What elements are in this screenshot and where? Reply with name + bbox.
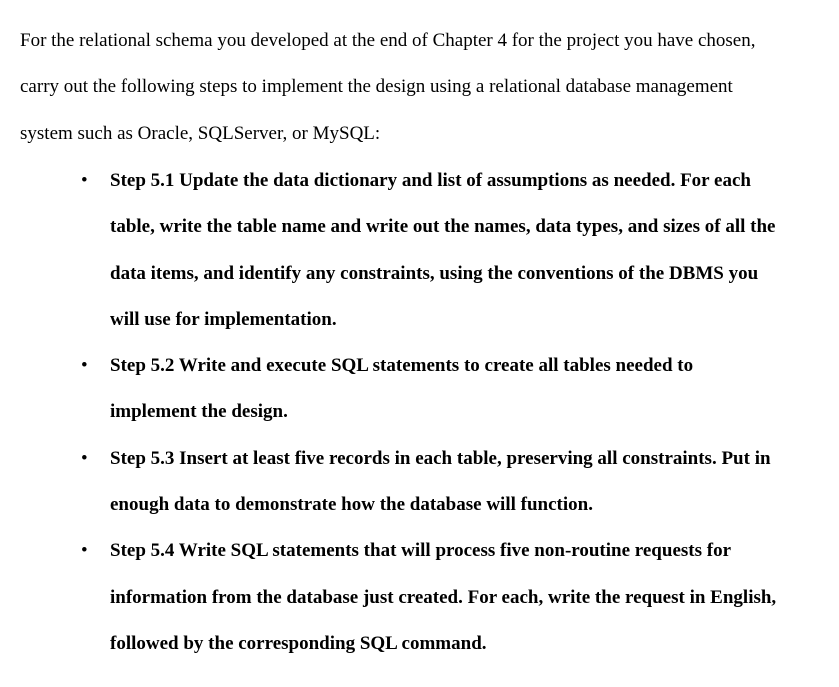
bullet-icon: • <box>81 447 88 469</box>
step-line: data items, and identify any constraints, using the conventions of the DBMS you <box>110 262 759 284</box>
step-line: Step 5.4 Write SQL statements that will process five non-routine requests for <box>110 540 731 562</box>
step-item-5-2 <box>0 343 825 436</box>
step-line: information from the database just created. For each, write the request in English, <box>110 586 777 608</box>
steps-list <box>0 158 839 667</box>
intro-paragraph <box>20 18 820 157</box>
step-line: Step 5.3 Insert at least five records in each table, preserving all constraints. Put in <box>110 447 771 469</box>
step-line: enough data to demonstrate how the database will function. <box>110 494 593 516</box>
step-line: followed by the corresponding SQL command. <box>110 632 487 654</box>
step-line: Step 5.2 Write and execute SQL statements to create all tables needed to <box>110 355 694 377</box>
step-line: will use for implementation. <box>110 308 337 330</box>
step-line: implement the design. <box>110 401 288 423</box>
intro-line: For the relational schema you developed at the end of Chapter 4 for the project you have chosen, <box>20 30 756 51</box>
step-line: Step 5.1 Update the data dictionary and list of assumptions as needed. For each <box>110 170 751 191</box>
step-item-5-3 <box>0 436 825 529</box>
bullet-icon: • <box>81 540 88 562</box>
bullet-icon: • <box>81 170 88 191</box>
step-item-5-4 <box>0 528 825 667</box>
step-item-5-1 <box>0 158 825 343</box>
intro-line: system such as Oracle, SQLServer, or MySQL: <box>20 122 381 144</box>
step-line: table, write the table name and write out the names, data types, and sizes of all the <box>110 216 776 238</box>
bullet-icon: • <box>81 355 88 377</box>
intro-line: carry out the following steps to implement the design using a relational database management <box>20 76 733 98</box>
